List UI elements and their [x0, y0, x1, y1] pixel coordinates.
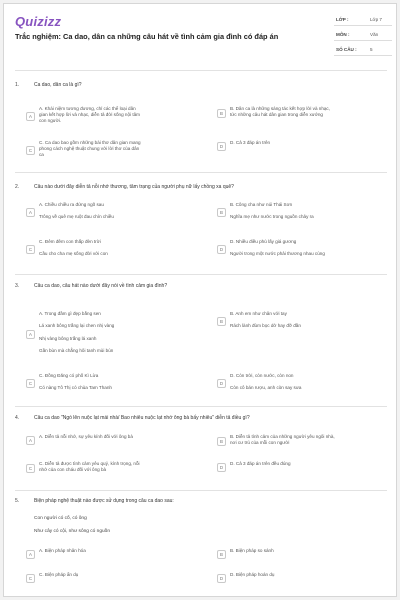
- option-a[interactable]: [39, 434, 209, 440]
- option-c[interactable]: [39, 239, 209, 258]
- option-b[interactable]: [230, 548, 397, 554]
- option-line: D. Còn trời, còn nước, còn non: [230, 373, 294, 378]
- worksheet-title: Trắc nghiệm: Ca dao, dân ca những câu hát về tình cảm gia đình có đáp án: [15, 32, 279, 41]
- option-letter-b[interactable]: B: [217, 550, 226, 559]
- option-letter-a[interactable]: A: [26, 208, 35, 217]
- meta-value: Lớp 7: [370, 17, 382, 22]
- meta-label: SỐ CÂU :: [336, 47, 357, 52]
- option-line: C. Diễn tả được tình cảm yêu quý, kính trọng, nỗi: [39, 461, 140, 466]
- option-letter-d[interactable]: D: [217, 245, 226, 254]
- option-c[interactable]: [39, 461, 209, 473]
- option-d[interactable]: [230, 572, 397, 578]
- worksheet-header: [4, 4, 397, 66]
- option-line: tức những câu hát dân gian trong diễn xướng: [230, 112, 323, 118]
- meta-label: MÔN :: [336, 32, 350, 37]
- option-line: Nhị vàng bông trắng lá xanh: [39, 335, 97, 341]
- option-line: A. Diễn tả nỗi nhớ, sự yêu kính đối với ông bà: [39, 434, 133, 439]
- option-c[interactable]: [39, 373, 209, 392]
- question-text: Câu ca dao, câu hát nào dưới đây nói về tình cảm gia đình?: [34, 283, 168, 289]
- option-c[interactable]: [39, 140, 209, 159]
- option-letter-b[interactable]: B: [217, 109, 226, 118]
- option-a[interactable]: [39, 548, 209, 554]
- option-d[interactable]: [230, 239, 397, 258]
- option-letter-a[interactable]: A: [26, 330, 35, 339]
- divider: [15, 172, 387, 173]
- option-a[interactable]: [39, 311, 209, 354]
- option-line: A. Biện pháp nhân hóa: [39, 548, 86, 553]
- option-line: A. Khái niệm tương đương, chỉ các thể loại dân: [39, 106, 136, 111]
- option-letter-d[interactable]: D: [217, 463, 226, 472]
- option-b[interactable]: [230, 202, 397, 221]
- question-number: 4.: [15, 415, 20, 421]
- option-letter-c[interactable]: C: [26, 245, 35, 254]
- option-line: B. Biện pháp so sánh: [230, 548, 274, 553]
- option-line: B. Công cha như núi Thái Sơn: [230, 202, 293, 207]
- option-line: Người trong một nước phải thương nhau cùng: [230, 251, 325, 257]
- option-line: Nghĩa mẹ như nước trong nguồn chảy ra: [230, 214, 314, 220]
- option-letter-a[interactable]: A: [26, 112, 35, 121]
- worksheet: [3, 3, 397, 597]
- option-line: C. Biện pháp ẩn dụ: [39, 572, 79, 577]
- option-line: D. Cả 3 đáp án trên đều đúng: [230, 461, 291, 466]
- option-line: phong cách nghệ thuật chung với lời thơ của dân: [39, 146, 140, 152]
- option-letter-c[interactable]: C: [26, 464, 35, 473]
- meta-label: LỚP :: [336, 17, 349, 22]
- option-letter-c[interactable]: C: [26, 574, 35, 583]
- question-number: 5.: [15, 498, 20, 504]
- option-c[interactable]: [39, 572, 209, 578]
- option-line: Còn cô bán rượu, anh còn say sưa: [230, 385, 302, 391]
- option-letter-b[interactable]: B: [217, 317, 226, 326]
- option-line: B. Dân ca là những sáng tác kết hợp lời và nhạc,: [230, 106, 331, 111]
- option-letter-d[interactable]: D: [217, 379, 226, 388]
- meta-row-grade: [334, 14, 392, 26]
- option-letter-a[interactable]: A: [26, 550, 35, 559]
- option-line: Gần bùn mà chẳng hôi tanh mùi bùn: [39, 348, 114, 354]
- divider: [15, 274, 387, 275]
- option-letter-a[interactable]: A: [26, 436, 35, 445]
- option-d[interactable]: [230, 461, 397, 467]
- meta-row-count: [334, 44, 392, 56]
- option-letter-c[interactable]: C: [26, 146, 35, 155]
- option-b[interactable]: [230, 106, 397, 118]
- option-line: gian kết hợp lời và nhạc, diễn tả đời sống nội tâm: [39, 112, 140, 118]
- option-line: B. Diễn tả tình cảm của những người yêu ngôi nhà,: [230, 434, 335, 439]
- divider: [15, 70, 387, 71]
- question-stem-line: Như cây có cội, như sông có nguồn: [34, 529, 111, 534]
- option-line: Có nàng Tô Thị có chùa Tam Thanh: [39, 385, 112, 391]
- option-line: B. Anh em như chân với tay: [230, 311, 287, 316]
- option-line: D. Nhiều điều phủ lấy giá gương: [230, 239, 297, 244]
- option-a[interactable]: [39, 202, 209, 221]
- option-b[interactable]: [230, 311, 397, 330]
- question-number: 2.: [15, 184, 20, 190]
- question-text: Câu nào dưới đây diễn tả nỗi nhớ thương, tâm trạng của người phụ nữ lấy chồng xa quê?: [34, 184, 234, 190]
- option-letter-d[interactable]: D: [217, 574, 226, 583]
- option-letter-b[interactable]: B: [217, 208, 226, 217]
- question-text: Câu ca dao "Ngó lên nuộc lạt mái nhà/ Bao nhiêu nuộc lạt nhớ ông bà bấy nhiêu" diễn tả điều gì?: [34, 415, 250, 421]
- option-line: Trông về quê mẹ ruột đau chín chiều: [39, 214, 114, 220]
- option-d[interactable]: [230, 373, 397, 392]
- option-line: Cầu cho cha mẹ sống đời với con: [39, 251, 108, 257]
- option-line: C. Đêm đêm con thắp đèn trời: [39, 239, 101, 244]
- option-line: D. Cả 3 đáp án trên: [230, 140, 271, 145]
- option-line: D. Biện pháp hoán dụ: [230, 572, 275, 577]
- question-stem-line: Con người có cố, có ông: [34, 516, 87, 521]
- option-line: A. Trong đầm gì đẹp bằng sen: [39, 311, 101, 316]
- option-line: A. Chiều chiều ra đứng ngõ sau: [39, 202, 104, 207]
- option-letter-d[interactable]: D: [217, 142, 226, 151]
- option-letter-c[interactable]: C: [26, 379, 35, 388]
- question-text: Biện pháp nghệ thuật nào được sử dụng trong câu ca dao sau:: [34, 498, 174, 504]
- meta-row-subject: [334, 29, 392, 41]
- option-line: C. Đồng Đăng có phố Kì Lừa: [39, 373, 99, 378]
- option-line: nơi cư trú của mỗi con người: [230, 440, 290, 446]
- option-line: Rách lành đùm bọc dở hay đỡ đần: [230, 323, 301, 329]
- question-number: 3.: [15, 283, 20, 289]
- quizizz-logo: Quizizz: [15, 14, 62, 29]
- meta-value: Văn: [370, 32, 379, 37]
- question-text: Ca dao, dân ca là gì?: [34, 82, 82, 88]
- option-d[interactable]: [230, 140, 397, 146]
- option-a[interactable]: [39, 106, 209, 125]
- divider: [15, 490, 387, 491]
- meta-value: 5: [370, 47, 373, 52]
- option-b[interactable]: [230, 434, 397, 446]
- question-number: 1.: [15, 82, 20, 88]
- option-line: ca: [39, 152, 44, 158]
- option-line: con người.: [39, 118, 62, 124]
- option-line: nhớ của con cháu đối với ông bà: [39, 467, 107, 473]
- option-line: C. Ca dao bao gồm những bài thơ dân gian mang: [39, 140, 141, 145]
- option-line: Lá xanh bông trắng lại chen nhị vàng: [39, 323, 115, 329]
- option-letter-b[interactable]: B: [217, 437, 226, 446]
- divider: [15, 406, 387, 407]
